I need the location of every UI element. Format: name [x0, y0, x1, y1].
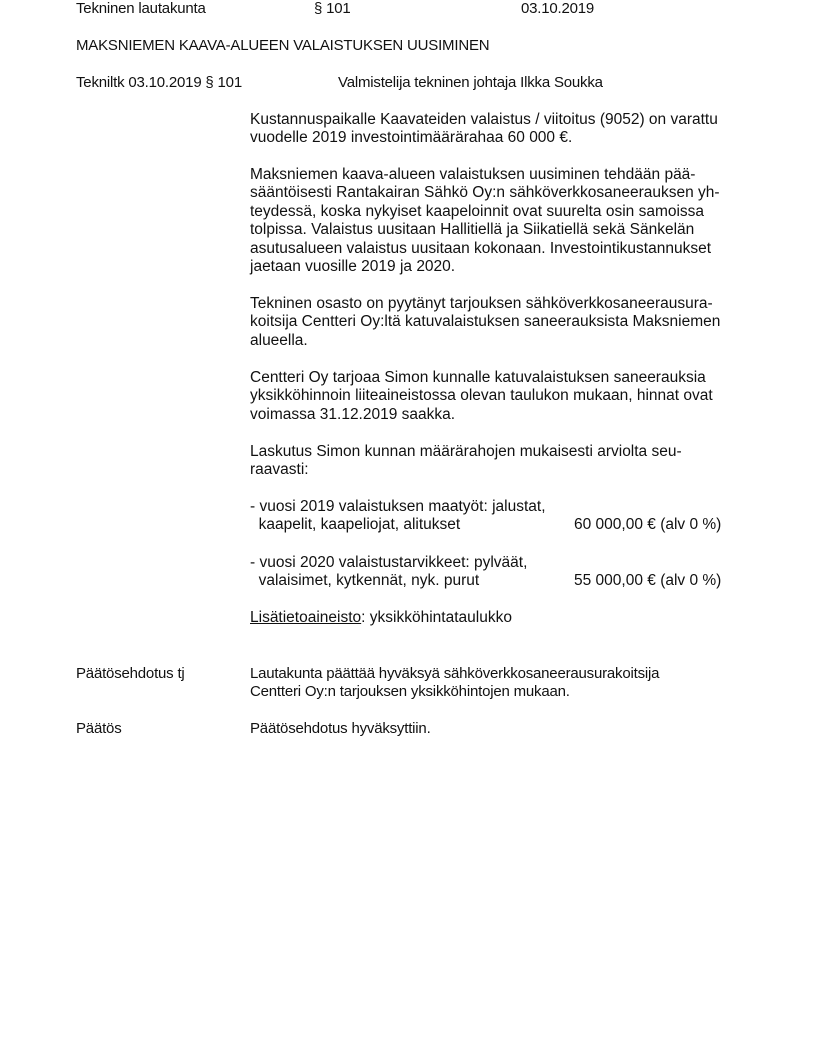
paragraph-offer — [250, 369, 745, 424]
text-line: Laskutus Simon kunnan määrärahojen mukaisesti arviolta seu- — [250, 443, 682, 460]
text-line: jaetaan vuosille 2019 ja 2020. — [250, 258, 456, 276]
cost-item-description: valaisimet, kytkennät, nyk. purut — [250, 572, 480, 590]
cost-item-description: - vuosi 2019 valaistuksen maatyöt: jalustat, — [250, 498, 546, 515]
text-line: asutusalueen valaistus uusitaan kokonaan. Investointikustannukset — [250, 239, 711, 257]
attachment-line — [250, 609, 512, 627]
cost-item-amount: 60 000,00 € (alv 0 %) — [574, 516, 722, 533]
text-line: voimassa 31.12.2019 saakka. — [250, 405, 456, 423]
text-line: Kustannuspaikalle Kaavateiden valaistus / viitoitus (9052) on varattu — [250, 111, 718, 128]
text-line: teydessä, koska nykyiset kaapeloinnit ovat suurelta osin samoissa — [250, 202, 705, 220]
text-line: Maksniemen kaava-alueen valaistuksen uusiminen tehdään pää- — [250, 166, 696, 183]
cost-item-description: - vuosi 2020 valaistustarvikkeet: pylväät, — [250, 554, 528, 571]
text-line: alueella. — [250, 331, 308, 349]
text-line: Centteri Oy tarjoaa Simon kunnalle katuvalaistuksen saneerauksia — [250, 369, 706, 386]
reference-id: Tekniltk 03.10.2019 § 101 — [76, 74, 242, 91]
attachment-label: Lisätietoaineisto — [250, 609, 362, 626]
attachment-separator: : — [361, 609, 370, 626]
text-line: vuodelle 2019 investointimäärärahaa 60 000 €. — [250, 129, 573, 147]
attachment-value: yksikköhintataulukko — [369, 609, 512, 626]
text-line: tolpissa. Valaistus uusitaan Hallitiellä ja Siikatiellä sekä Sänkelän — [250, 221, 695, 239]
paragraph-description — [250, 166, 745, 276]
decision-text: Päätösehdotus hyväksyttiin. — [250, 720, 431, 737]
header-section: § 101 — [314, 0, 351, 17]
text-line: Tekninen osasto on pyytänyt tarjouksen sähköverkkosaneerausura- — [250, 295, 713, 312]
proposal-text — [250, 665, 745, 702]
cost-item-description: kaapelit, kaapeliojat, alitukset — [250, 516, 461, 534]
text-line: Centteri Oy:n tarjouksen yksikköhintojen mukaan. — [250, 683, 570, 701]
decision-label: Päätös — [76, 720, 122, 737]
header-date: 03.10.2019 — [521, 0, 595, 17]
proposal-label: Päätösehdotus tj — [76, 665, 185, 682]
text-line: sääntöisesti Rantakairan Sähkö Oy:n sähköverkkosaneerauksen yh- — [250, 184, 720, 202]
text-line: yksikköhinnoin liiteaineistossa olevan taulukon mukaan, hinnat ovat — [250, 387, 713, 405]
text-line: raavasti: — [250, 461, 309, 479]
cost-item-amount: 55 000,00 € (alv 0 %) — [574, 572, 722, 589]
paragraph-request — [250, 295, 745, 350]
paragraph-billing — [250, 443, 745, 480]
text-line: koitsija Centteri Oy:ltä katuvalaistuksen saneerauksista Maksniemen — [250, 313, 721, 331]
header-body: Tekninen lautakunta — [76, 0, 206, 17]
preparer: Valmistelija tekninen johtaja Ilkka Soukka — [338, 74, 603, 91]
text-line: Lautakunta päättää hyväksyä sähköverkkosaneerausurakoitsija — [250, 665, 660, 682]
paragraph-budget — [250, 111, 745, 148]
document-title: MAKSNIEMEN KAAVA-ALUEEN VALAISTUKSEN UUSIMINEN — [76, 37, 490, 54]
